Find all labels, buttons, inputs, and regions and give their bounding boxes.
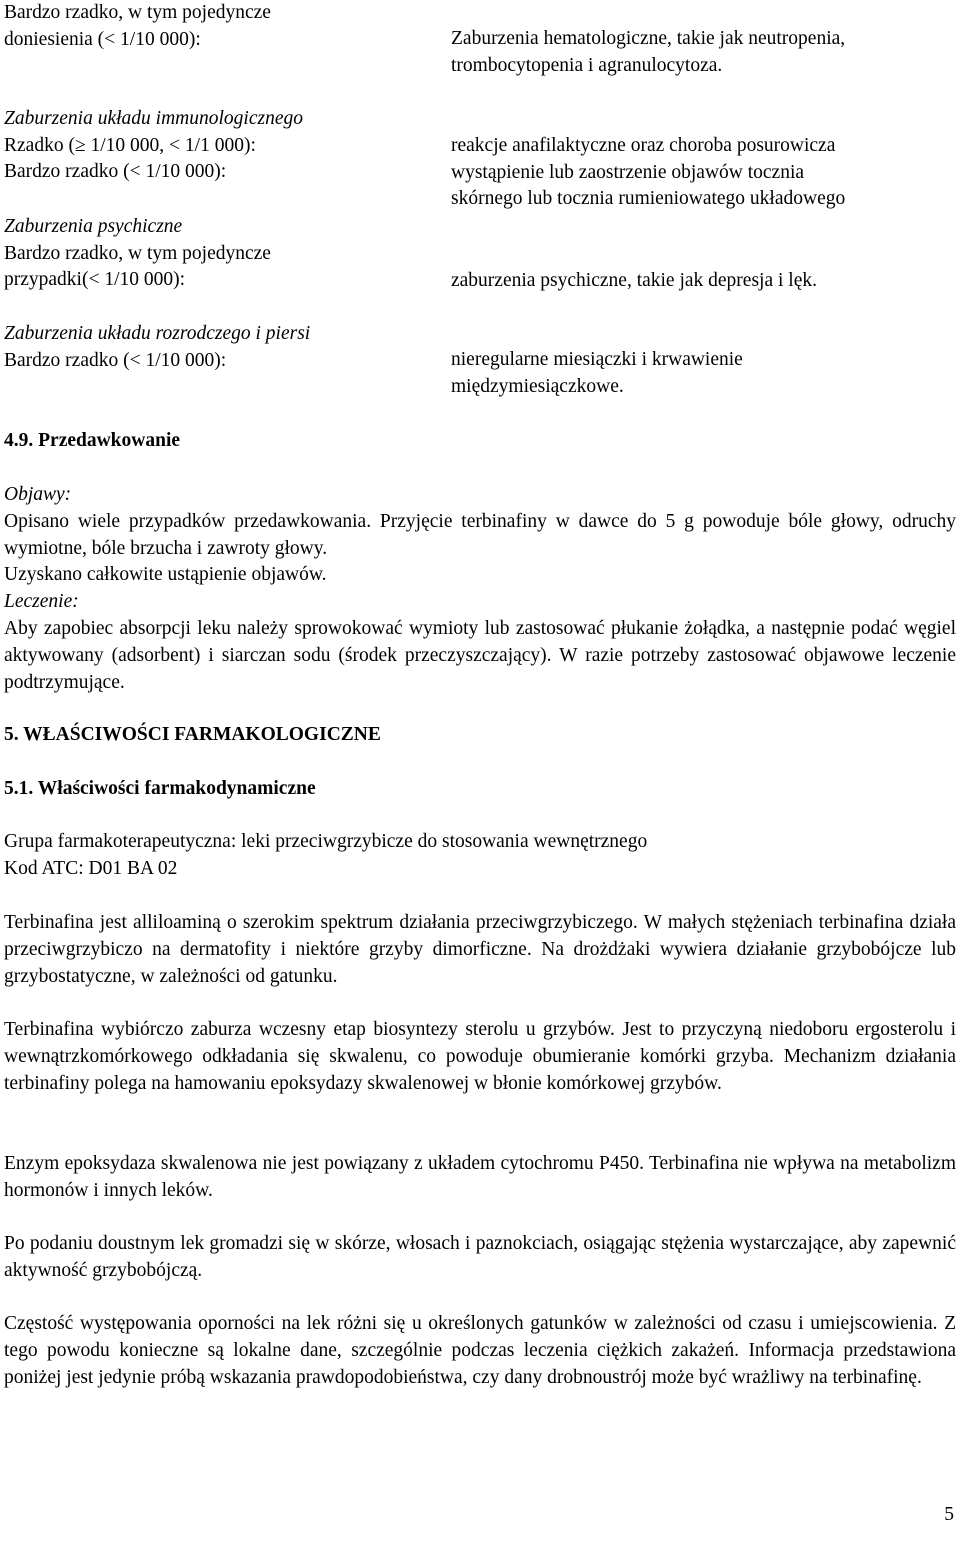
ae-right-line: międzymiesiączkowe. <box>451 375 624 397</box>
objawy-text: Opisano wiele przypadków przedawkowania. Przyjęcie terbinafiny w dawce do 5 g powoduje bóle głowy, odruchy wymiotne, bóle brzucha i zawroty głowy. <box>4 510 956 559</box>
pharmacodynamics-paragraph-5: Częstość występowania oporności na lek różni się u określonych gatunków w zależności od czasu i umiejscowienia. Z tego powodu konieczne są lokalne dane, szczególnie podczas leczenia ciężkich zakażeń. Informacja przedstawiona poniżej jest jedynie próbą wskazania prawdopodobieństwa, czy dany drobnoustrój może być wrażliwy na terbinafinę. <box>4 1313 956 1388</box>
ae-right-line: skórnego lub tocznia rumieniowatego układowego <box>451 188 846 209</box>
ae-left-line: Bardzo rzadko (< 1/10 000): <box>4 349 227 371</box>
ae-group-3-left <box>4 214 434 294</box>
ae-left-line: doniesienia (< 1/10 000): <box>4 28 201 50</box>
section-heading-5-1: 5.1. Właściwości farmakodynamiczne <box>4 778 316 799</box>
objawy-label: Objawy: <box>4 484 72 505</box>
atc-code: Kod ATC: D01 BA 02 <box>4 857 178 879</box>
ae-left-line: Bardzo rzadko, w tym pojedyncze <box>4 242 271 264</box>
ae-right-line: Zaburzenia hematologiczne, takie jak neutropenia, <box>451 28 846 49</box>
section-heading-4-9: 4.9. Przedawkowanie <box>4 430 181 451</box>
pharmacodynamics-paragraph-3: Enzym epoksydaza skwalenowa nie jest powiązany z układem cytochromu P450. Terbinafina nie wpływa na metabolizm hormonów i innych leków. <box>4 1153 956 1201</box>
ae-group-3-right <box>451 268 956 295</box>
pharmacodynamics-paragraph-4: Po podaniu doustnym lek gromadzi się w skórze, włosach i paznokciach, osiągając stężenia wystarczające, aby zapewnić aktywność grzybobójczą. <box>4 1233 956 1281</box>
ae-right-line: zaburzenia psychiczne, takie jak depresja i lęk. <box>451 270 817 291</box>
overdose-section <box>4 482 956 696</box>
ae-group-1-right <box>451 26 956 79</box>
ae-category-label: Zaburzenia psychiczne <box>4 216 183 237</box>
ae-left-line: Rzadko (≥ 1/10 000, < 1/1 000): <box>4 134 256 156</box>
ae-right-line: nieregularne miesiączki i krwawienie <box>451 349 743 370</box>
pharmacodynamics-paragraph-2: Terbinafina wybiórczo zaburza wczesny etap biosyntezy sterolu u grzybów. Jest to przyczyną niedoboru ergosterolu i wewnątrzkomórkowego odkładania się skwalenu, co powoduje obumieranie komórki grzyba. Mechanizm działania terbinafiny polega na hamowaniu epoksydazy skwalenowej w błonie komórkowej grzybów. <box>4 1019 956 1094</box>
objawy-text-2: Uzyskano całkowite ustąpienie objawów. <box>4 564 327 586</box>
ae-group-2-right <box>451 133 956 213</box>
page-number: 5 <box>944 1504 954 1525</box>
ae-left-line: Bardzo rzadko, w tym pojedyncze <box>4 2 271 23</box>
ae-left-line: przypadki(< 1/10 000): <box>4 269 186 290</box>
ae-category-label: Zaburzenia układu rozrodczego i piersi <box>4 323 311 344</box>
ae-group-4-left <box>4 321 434 374</box>
leczenie-label: Leczenie: <box>4 591 79 613</box>
leczenie-text: Aby zapobiec absorpcji leku należy sprowokować wymioty lub zastosować płukanie żołądka, a następnie podać węgiel aktywowany (adsorbent) i siarczan sodu (środek przeczyszczający). W razie potrzeby zastosować objawowe leczenie podtrzymujące. <box>4 617 956 693</box>
ae-right-line: trombocytopenia i agranulocytoza. <box>451 54 723 76</box>
ae-group-4-right <box>451 347 956 400</box>
ae-category-label: Zaburzenia układu immunologicznego <box>4 108 303 129</box>
pharmacotherapeutic-group <box>4 829 956 883</box>
group-line: Grupa farmakoterapeutyczna: leki przeciwgrzybicze do stosowania wewnętrznego <box>4 831 648 852</box>
ae-group-2-left <box>4 106 434 186</box>
ae-right-line: wystąpienie lub zaostrzenie objawów tocznia <box>451 161 805 183</box>
ae-left-line: Bardzo rzadko (< 1/10 000): <box>4 161 227 182</box>
ae-right-line: reakcje anafilaktyczne oraz choroba posurowicza <box>451 135 836 156</box>
section-heading-5: 5. WŁAŚCIWOŚCI FARMAKOLOGICZNE <box>4 724 381 745</box>
pharmacodynamics-paragraph-1: Terbinafina jest alliloaminą o szerokim spektrum działania przeciwgrzybiczego. W małych stężeniach terbinafina działa przeciwgrzybiczo na dermatofity i niektóre grzyby dimorficzne. Na drożdżaki wywiera działanie grzybobójcze lub grzybostatyczne, w zależności od gatunku. <box>4 912 956 987</box>
ae-group-1-left <box>4 0 434 53</box>
